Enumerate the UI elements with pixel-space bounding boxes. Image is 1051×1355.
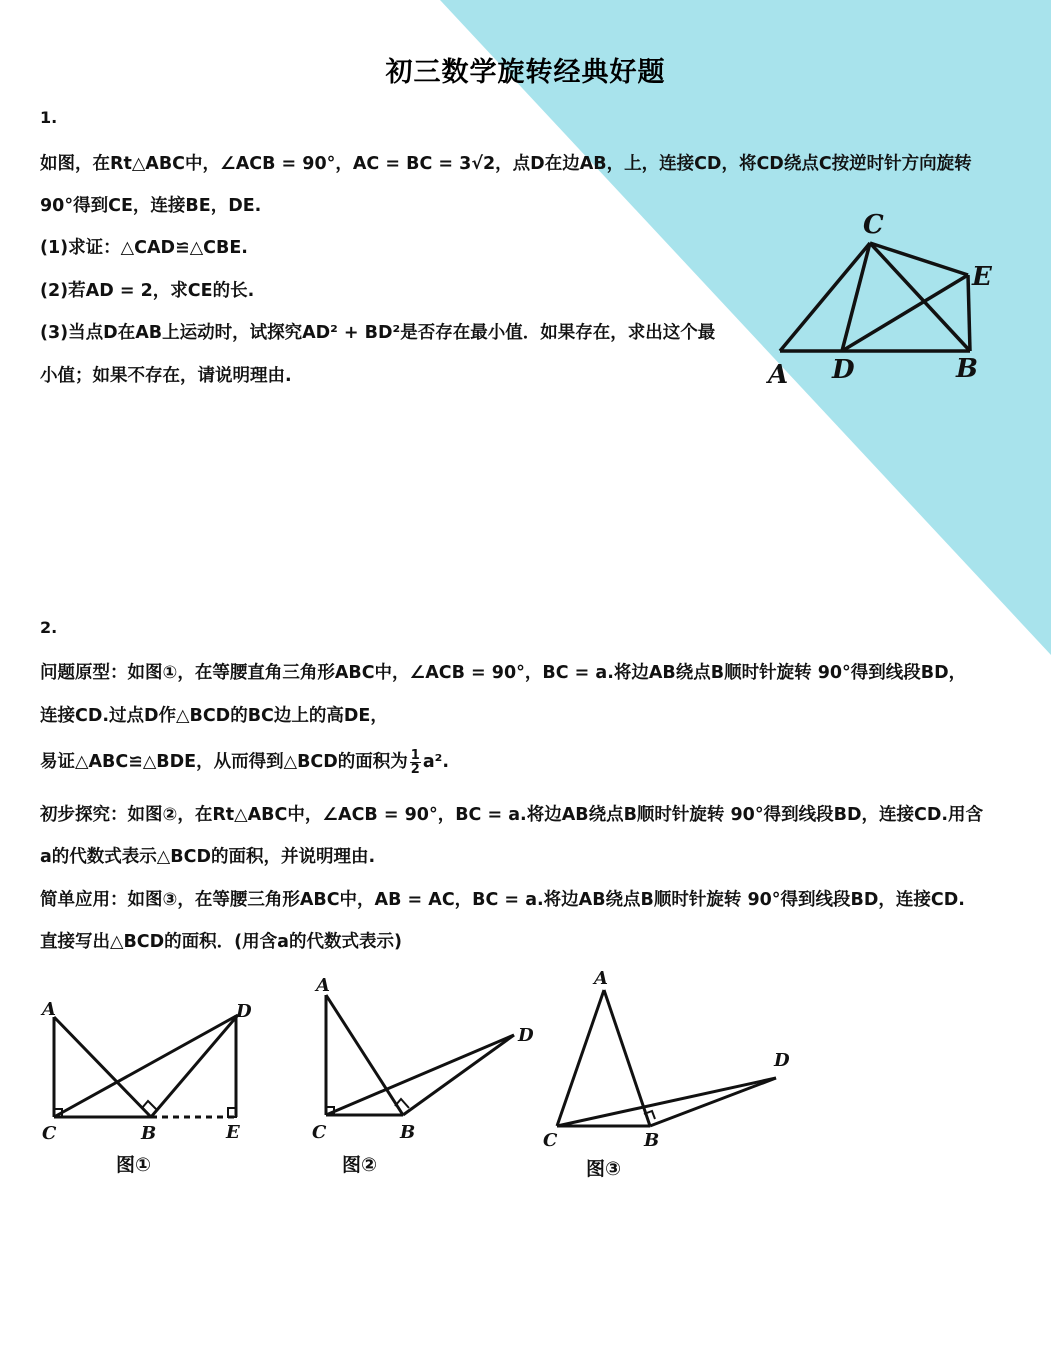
- q1-part-3: (3)当点D在AB上运动时，试探究AD² + BD²是否存在最小值．如果存在，求出这个最: [40, 323, 716, 343]
- q1-part-2: (2)若AD = 2，求CE的长.: [40, 281, 255, 301]
- q2-fraction-numerator: 1: [410, 747, 420, 763]
- f1-label-E: E: [226, 1122, 240, 1143]
- q1-label-E: E: [972, 262, 992, 292]
- q2-explore-line-1: 初步探究：如图②，在Rt△ABC中，∠ACB = 90°，BC = a.将边AB绕点B顺时针旋转 90°得到线段BD，连接CD.用含: [40, 805, 983, 825]
- q1-seg-EB: [968, 275, 970, 351]
- q1-part-1: (1)求证：△CAD≌△CBE.: [40, 238, 248, 258]
- f3-caption: 图③: [586, 1158, 622, 1180]
- q1-label-B: B: [956, 354, 978, 384]
- f1-label-C: C: [42, 1123, 57, 1144]
- q2-figure-1: [38, 995, 268, 1180]
- q2-line3-tail: a².: [422, 752, 449, 772]
- f1-label-B: B: [141, 1123, 157, 1144]
- q1-number: 1.: [40, 108, 58, 127]
- f1-caption: 图①: [116, 1154, 152, 1176]
- f1-seg-BD: [151, 1015, 238, 1117]
- q2-number: 2.: [40, 618, 58, 637]
- q1-label-D: D: [832, 355, 855, 385]
- q2-prototype-line-2: 连接CD.过点D作△BCD的BC边上的高DE，: [40, 706, 388, 726]
- q1-line-1: 如图，在Rt△ABC中，∠ACB = 90°，AC = BC = 3√2，点D在边AB，上，连接CD，将CD绕点C按逆时针方向旋转: [40, 154, 972, 174]
- f3-label-D: D: [774, 1050, 790, 1071]
- f2-label-B: B: [400, 1122, 416, 1143]
- f1-label-A: A: [42, 999, 56, 1020]
- q1-label-A: A: [768, 360, 789, 390]
- f2-label-A: A: [316, 975, 330, 996]
- f1-seg-AB: [54, 1017, 151, 1117]
- q1-line-2: 90°得到CE，连接BE，DE.: [40, 196, 262, 216]
- f2-label-C: C: [312, 1122, 327, 1143]
- f3-label-B: B: [644, 1130, 660, 1151]
- q1-part-3-cont: 小值；如果不存在，请说明理由.: [40, 366, 292, 386]
- q2-fraction-denominator: 2: [410, 761, 420, 777]
- q1-label-C: C: [863, 210, 884, 240]
- f3-seg-AC: [557, 990, 604, 1126]
- f3-label-A: A: [594, 968, 608, 989]
- f2-caption: 图②: [342, 1154, 378, 1176]
- q1-seg-DE: [842, 275, 968, 351]
- q2-prototype-line-1: 问题原型：如图①，在等腰直角三角形ABC中，∠ACB = 90°，BC = a.将边AB绕点B顺时针旋转 90°得到线段BD，: [40, 663, 967, 683]
- q2-figure-3: [540, 960, 800, 1185]
- q2-apply-line-2: 直接写出△BCD的面积．(用含a的代数式表示): [40, 932, 402, 952]
- q2-explore-line-2: a的代数式表示△BCD的面积，并说明理由.: [40, 847, 376, 867]
- q2-apply-line-1: 简单应用：如图③，在等腰三角形ABC中，AB = AC，BC = a.将边AB绕点B顺时针旋转 90°得到线段BD，连接CD.: [40, 890, 965, 910]
- f3-label-C: C: [543, 1130, 558, 1151]
- q1-figure: [760, 205, 1000, 395]
- f2-label-D: D: [518, 1025, 534, 1046]
- q2-figure-2: [300, 965, 545, 1180]
- page-title: 初三数学旋转经典好题: [385, 57, 666, 88]
- q2-line3-text: 易证△ABC≌△BDE，从而得到△BCD的面积为: [40, 752, 408, 772]
- f1-seg-CD: [54, 1015, 238, 1117]
- q2-fraction: [410, 749, 421, 776]
- q2-prototype-line-3: [40, 748, 449, 776]
- f1-label-D: D: [236, 1001, 252, 1022]
